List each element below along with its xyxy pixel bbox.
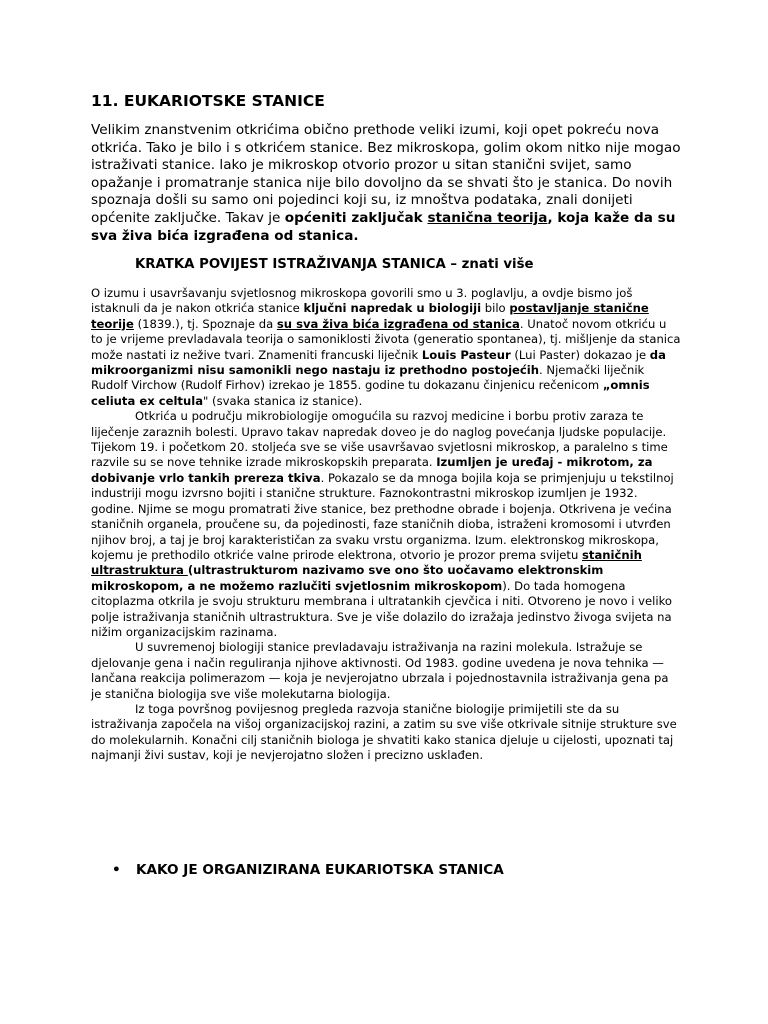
p1-text-7: " (svaka stanica iz stanice). [203, 393, 363, 408]
p1-text-3: (1839.), tj. Spoznaje da [133, 316, 277, 331]
intro-paragraph [91, 122, 681, 245]
intro-bold-conclusion: općeniti zaključak [284, 209, 428, 226]
p1-underlined-1: postavljanje stanične teorije [91, 301, 649, 331]
page-title: 11. EUKARIOTSKE STANICE [91, 92, 325, 110]
p1-text-4: . Unatoč novom otkriću u to je vrijeme prevladavala teorija o samoniklosti života (generatio spontanea), tj. mišljenje da stanica može nastati iz nežive tvari. Znameniti francuski liječnik [91, 316, 681, 362]
history-paragraph-4: Iz toga površnog povijesnog pregleda razvoja stanične biologije primijetili ste da su istraživanja započela na višoj organizacijskoj razini, a zatim su sve više otkrivale sitnije strukture sve do molekularnih. Konačni cilj staničnih biologa je shvatiti kako stanica djeluje u cijelosti, upoznati taj najmanji živi sustav, koji je nevjerojatno složen i precizno usklađen. [91, 701, 677, 763]
p2-text-3: ). Do tada homogena citoplazma otkrila je svoju strukturu membrana i ultratankih cjevčica i niti. Otvoreno je novo i veliko polje istraživanja staničnih ultrastruktura. Sve je više dolazilo do izražaja jedinstvo živoga svijeta na nižim organizacijskim razinama. [91, 578, 673, 639]
p1-text-2: bilo [481, 301, 510, 316]
bullet-heading [112, 862, 504, 878]
bullet-heading-text: KAKO JE ORGANIZIRANA EUKARIOTSKA STANICA [136, 862, 504, 878]
intro-text: Velikim znanstvenim otkrićima obično prethode veliki izumi, koji opet pokreću nova otkrića. Tako je bilo i s otkrićem stanice. Bez mikroskopa, golim okom nitko nije mogao istraživati stanice. lako je mikroskop otvorio prozor u sitan stanični svijet, samo opažanje i promatranje stanica nije bilo dovoljno da se shvati što je stanica. Do novih spoznaja došli su samo oni pojedinci koji su, iz mnoštva podataka, znali donijeti općenite zaključke. Takav je [91, 122, 681, 226]
history-paragraph-1 [91, 286, 681, 409]
p2-bold-definition: (ultrastrukturom nazivamo sve ono što uočavamo elektronskim mikroskopom, a ne možemo razlučiti svjetlosnim mikroskopom [91, 563, 604, 593]
p2-text-2: . Pokazalo se da mnoga bojila koja se primjenjuju u tekstilnoj industriji mogu izvrsno bojiti i stanične strukture. Faznokontrastni mikroskop izumljen je 1932. godine. Njime se mogu promatrati žive stanice, bez prethodne obrade i bojenja. Otkrivena je većina staničnih organela, proučene su, da pojedinosti, faze staničnih dioba, istraženi kromosomi i utvrđen njihov broj, a taj je broj karakterističan za svaku vrstu organizma. Izum. elektronskog mikroskopa, kojemu je prethodilo otkriće valne prirode elektrona, otvorio je prozor prema svijetu [91, 470, 674, 562]
intro-bold-statement: , koja kaže da su sva živa bića izgrađena od stanica. [91, 209, 676, 244]
p2-underlined-ultrastructure: staničnih ultrastruktura [91, 547, 642, 578]
p1-text-5: (Lui Paster) dokazao je [510, 347, 650, 362]
p1-underlined-2: su sva živa bića izgrađena od stanica [276, 316, 520, 331]
p1-bold-1: ključni napredak u biologiji [303, 301, 482, 316]
p1-bold-3: da mikroorganizmi nisu samonikli nego nastaju iz prethodno postojećih [91, 347, 666, 378]
intro-cell-theory: stanična teorija [427, 209, 548, 226]
p2-bold-microtome: Izumljen je uređaj - mikrotom, za dobivanje vrlo tankih prereza tkiva [91, 455, 653, 485]
section-subheading: KRATKA POVIJEST ISTRAŽIVANJA STANICA – znati više [135, 257, 534, 272]
p1-bold-quote: „omnis celiuta ex celtula [91, 378, 650, 408]
history-paragraph-2 [91, 409, 681, 640]
p1-bold-pasteur: Louis Pasteur [421, 347, 511, 362]
history-section [91, 286, 681, 764]
p1-text-1: O izumu i usavršavanju svjetlosnog mikroskopa govorili smo u 3. poglavlju, a ovdje bismo još istaknuli da je nakon otkrića stanice [91, 286, 633, 316]
history-paragraph-3: U suvremenoj biologiji stanice prevladavaju istraživanja na razini molekula. Istražuje se djelovanje gena i način reguliranja njihove aktivnosti. Od 1983. godine uvedena je nova tehnika — lančana reakcija polimerazom — koja je nevjerojatno ubrzala i pojednostavnila istraživanja gena pa je stanična biologija sve više molekutarna biologija. [91, 640, 669, 701]
p2-text-1: Otkrića u području mikrobiologije omogućila su razvoj medicine i borbu protiv zaraza te liječenje zaraznih bolesti. Upravo takav napredak doveo je do naglog povećanja ljudske populacije. Tijekom 19. i početkom 20. stoljeća sve se više usavršavao svjetlosni mikroskop, a paralelno s time razvile su se nove tehnike izrade mikroskopskih preparata. [91, 409, 668, 470]
bullet-icon: • [112, 862, 121, 878]
p1-text-6: . Njemački liječnik Rudolf Virchow (Rudolf Firhov) izrekao je 1855. godine tu dokazanu činjenicu rečenicom [91, 363, 645, 393]
